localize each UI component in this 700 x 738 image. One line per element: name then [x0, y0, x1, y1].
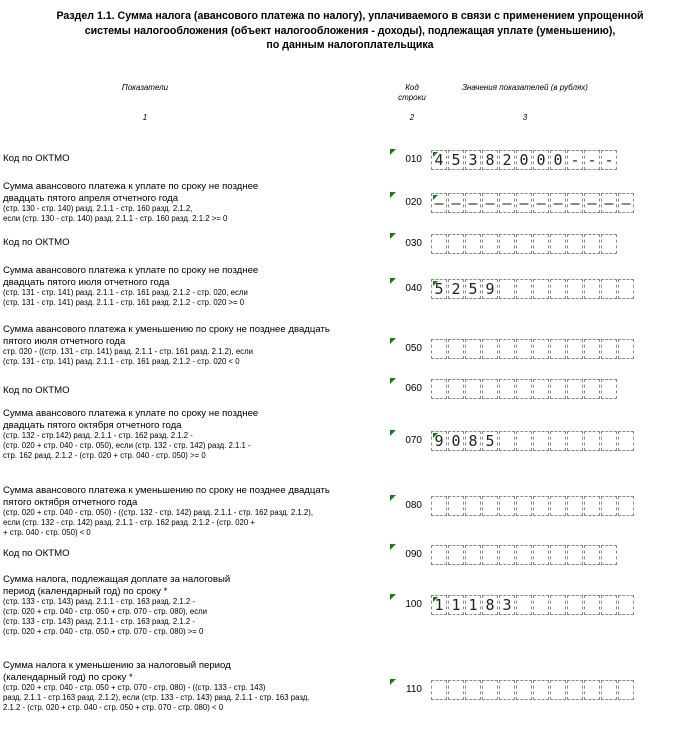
value-cell[interactable] — [516, 379, 532, 399]
value-cell[interactable]: – — [550, 193, 566, 213]
value-cell[interactable] — [601, 496, 617, 516]
value-cell[interactable] — [550, 545, 566, 565]
value-cell[interactable] — [601, 339, 617, 359]
value-cell[interactable] — [431, 496, 447, 516]
row-code: 030 — [405, 238, 422, 249]
value-cell[interactable] — [601, 379, 617, 399]
value-cell[interactable] — [431, 545, 447, 565]
value-cell[interactable]: – — [584, 193, 600, 213]
row-title: двадцать пятого апреля отчетного года — [3, 192, 179, 204]
header-code-line1: Код — [405, 83, 419, 92]
value-cell[interactable] — [533, 431, 549, 451]
value-cell[interactable] — [618, 595, 634, 615]
value-cell[interactable] — [567, 431, 583, 451]
row-title: Сумма авансового платежа к уменьшению по сроку не позднее двадцать — [3, 324, 330, 335]
row-code: 060 — [405, 383, 422, 394]
row-formula: (стр. 131 - стр. 141) разд. 2.1.1 - стр. 161 разд. 2.1.2 - стр. 020, если — [3, 288, 248, 297]
value-cell[interactable] — [533, 234, 549, 254]
value-cell[interactable]: 3 — [499, 595, 515, 615]
row-marker-icon — [390, 278, 396, 284]
value-cell[interactable] — [567, 234, 583, 254]
row-marker-icon — [390, 430, 396, 436]
row-title: Сумма налога к уменьшению за налоговый период — [3, 660, 231, 671]
value-cell[interactable] — [465, 379, 481, 399]
value-cell[interactable] — [448, 680, 464, 700]
value-cell[interactable] — [533, 379, 549, 399]
value-cell[interactable] — [601, 431, 617, 451]
value-cell[interactable] — [516, 234, 532, 254]
value-cell[interactable] — [431, 234, 447, 254]
value-cell[interactable] — [465, 496, 481, 516]
value-cells — [431, 431, 635, 451]
row-formula: (стр. 020 + стр. 040 - стр. 050 + стр. 070 - стр. 080) >= 0 — [3, 627, 204, 636]
header-col-3: 3 — [522, 113, 528, 122]
value-cell[interactable] — [567, 496, 583, 516]
value-cells — [431, 150, 618, 170]
value-cell[interactable] — [584, 279, 600, 299]
value-cell[interactable] — [431, 680, 447, 700]
value-cell[interactable] — [499, 379, 515, 399]
value-cell[interactable] — [465, 234, 481, 254]
row-label — [3, 153, 388, 165]
value-cell[interactable]: – — [567, 193, 583, 213]
row-code: 100 — [405, 599, 422, 610]
value-cell[interactable]: – — [482, 193, 498, 213]
row-label — [3, 660, 388, 713]
value-cell[interactable] — [448, 339, 464, 359]
value-cell[interactable] — [448, 234, 464, 254]
value-cell[interactable] — [618, 339, 634, 359]
row-title: Код по ОКТМО — [3, 548, 70, 559]
value-cell[interactable] — [584, 234, 600, 254]
value-cell[interactable] — [618, 279, 634, 299]
row-code: 050 — [405, 343, 422, 354]
row-formula: (стр. 132 - стр.142) разд. 2.1.1 - стр. 162 разд. 2.1.2 - — [3, 431, 193, 440]
row-formula: разд. 2.1.1 - стр.163 разд. 2.1.2), если (стр. 133 - стр. 143) разд. 2.1.1 - стр. 163 разд. — [3, 693, 310, 702]
value-cell[interactable] — [601, 279, 617, 299]
header-code-line2: строки — [398, 93, 426, 102]
row-formula: (стр. 020 + стр. 040 - стр. 050) - ((стр. 132 - стр. 142) разд. 2.1.1 - стр. 162 разд. 2.1.2), — [3, 508, 313, 517]
value-cell[interactable]: 0 — [533, 150, 549, 170]
value-cells — [431, 279, 635, 299]
value-cell[interactable] — [601, 234, 617, 254]
value-cell[interactable] — [567, 680, 583, 700]
value-cell[interactable] — [567, 379, 583, 399]
row-marker-icon — [390, 233, 396, 239]
value-cell[interactable]: 9 — [431, 431, 447, 451]
value-cell[interactable]: 8 — [465, 431, 481, 451]
row-title: Сумма налога, подлежащая доплате за налоговый — [3, 574, 231, 585]
value-cell[interactable] — [465, 680, 481, 700]
value-cell[interactable] — [482, 496, 498, 516]
row-formula: если (стр. 132 - стр. 142) разд. 2.1.1 - стр. 162 разд. 2.1.2 - (стр. 020 + — [3, 518, 255, 527]
value-cell[interactable]: 5 — [465, 279, 481, 299]
value-cell[interactable] — [601, 595, 617, 615]
value-cell[interactable]: – — [448, 193, 464, 213]
value-cell[interactable] — [482, 680, 498, 700]
value-cell[interactable]: – — [533, 193, 549, 213]
value-cell[interactable] — [533, 680, 549, 700]
value-cell[interactable] — [516, 496, 532, 516]
value-cell[interactable] — [567, 545, 583, 565]
value-cell[interactable] — [482, 234, 498, 254]
row-formula: стр. 162 разд. 2.1.2 - (стр. 020 + стр. 040 - стр. 050) >= 0 — [3, 451, 206, 460]
row-formula: (стр. 020 + стр. 040 - стр. 050 + стр. 070 - стр. 080), если — [3, 607, 208, 616]
value-cells — [431, 193, 635, 213]
value-cell[interactable] — [516, 279, 532, 299]
value-cells — [431, 379, 618, 399]
value-cells — [431, 595, 635, 615]
value-cell[interactable] — [431, 339, 447, 359]
row-title: пятого октября отчетного года — [3, 496, 138, 508]
value-cell[interactable]: 5 — [431, 279, 447, 299]
value-cell[interactable] — [567, 339, 583, 359]
value-cell[interactable] — [516, 545, 532, 565]
row-formula: + стр. 040 - стр. 050) < 0 — [3, 528, 91, 537]
row-code: 020 — [405, 197, 422, 208]
value-cell[interactable] — [533, 595, 549, 615]
value-cell[interactable] — [584, 545, 600, 565]
value-cell[interactable] — [550, 496, 566, 516]
value-cell[interactable] — [601, 545, 617, 565]
value-cell[interactable] — [431, 379, 447, 399]
header-col-1: 1 — [142, 113, 148, 122]
value-cell[interactable] — [448, 496, 464, 516]
value-cell[interactable] — [533, 339, 549, 359]
value-cell[interactable] — [584, 680, 600, 700]
value-cell[interactable]: 5 — [448, 150, 464, 170]
header-indicators: Показатели — [121, 83, 169, 92]
value-cell[interactable] — [533, 279, 549, 299]
value-cell[interactable] — [550, 279, 566, 299]
value-cell[interactable] — [499, 234, 515, 254]
value-cell[interactable]: 8 — [482, 595, 498, 615]
value-cell[interactable]: 0 — [448, 431, 464, 451]
value-cell[interactable] — [448, 379, 464, 399]
value-cell[interactable]: - — [567, 150, 583, 170]
row-code: 040 — [405, 283, 422, 294]
value-cell[interactable] — [533, 496, 549, 516]
section-title — [0, 9, 700, 53]
row-title: Код по ОКТМО — [3, 237, 70, 248]
value-cell[interactable]: 0 — [516, 150, 532, 170]
value-cell[interactable] — [482, 339, 498, 359]
value-cell[interactable] — [550, 234, 566, 254]
value-cell[interactable]: 9 — [482, 279, 498, 299]
header-col-2: 2 — [409, 113, 415, 122]
row-title: Сумма авансового платежа к уплате по сроку не позднее — [3, 265, 259, 276]
row-title: пятого июля отчетного года — [3, 335, 126, 347]
value-cell[interactable] — [499, 680, 515, 700]
value-cells — [431, 680, 635, 700]
value-cell[interactable]: - — [584, 150, 600, 170]
value-cell[interactable] — [567, 279, 583, 299]
value-cell[interactable] — [584, 431, 600, 451]
value-cell[interactable] — [465, 545, 481, 565]
value-cell[interactable] — [499, 431, 515, 451]
title-line-3: по данным налогоплательщика — [266, 39, 434, 51]
value-cell[interactable]: – — [618, 193, 634, 213]
row-title: двадцать пятого июля отчетного года — [3, 276, 170, 288]
row-formula: (стр. 131 - стр. 141) разд. 2.1.1 - стр. 161 разд. 2.1.2 - стр. 020 < 0 — [3, 357, 240, 366]
value-cells — [431, 234, 618, 254]
row-marker-icon — [390, 495, 396, 501]
value-cell[interactable] — [499, 339, 515, 359]
row-label — [3, 181, 388, 224]
title-line-2: системы налогообложения (объект налогообложения - доходы), подлежащая уплате (уменьшению), — [84, 24, 616, 37]
row-label — [3, 385, 388, 397]
value-cell[interactable]: - — [601, 150, 617, 170]
value-cell[interactable] — [618, 496, 634, 516]
value-cell[interactable]: 4 — [431, 150, 447, 170]
row-formula: (стр. 130 - стр. 140) разд. 2.1.1 - стр. 160 разд. 2.1.2, — [3, 204, 193, 213]
value-cell[interactable]: 2 — [448, 279, 464, 299]
value-cell[interactable] — [584, 379, 600, 399]
header-values: Значения показателей (в рублях) — [462, 83, 588, 92]
row-marker-icon — [390, 679, 396, 685]
value-cell[interactable] — [550, 339, 566, 359]
row-marker-icon — [390, 594, 396, 600]
value-cell[interactable]: – — [516, 193, 532, 213]
value-cell[interactable] — [584, 595, 600, 615]
value-cell[interactable]: 3 — [465, 150, 481, 170]
value-cell[interactable] — [482, 379, 498, 399]
row-label — [3, 324, 388, 367]
value-cell[interactable]: 5 — [482, 431, 498, 451]
value-cell[interactable]: 8 — [482, 150, 498, 170]
row-title: Сумма авансового платежа к уплате по сроку не позднее — [3, 181, 259, 192]
value-cell[interactable] — [618, 431, 634, 451]
row-marker-icon — [390, 378, 396, 384]
value-cell[interactable] — [533, 545, 549, 565]
value-cell[interactable] — [499, 545, 515, 565]
value-cell[interactable] — [516, 339, 532, 359]
row-marker-icon — [390, 338, 396, 344]
row-label — [3, 237, 388, 249]
value-cell[interactable] — [550, 379, 566, 399]
row-formula: если (стр. 130 - стр. 140) разд. 2.1.1 - стр. 160 разд. 2.1.2 >= 0 — [3, 214, 228, 223]
row-code: 080 — [405, 500, 422, 511]
value-cell[interactable] — [516, 595, 532, 615]
row-title: Сумма авансового платежа к уплате по сроку не позднее — [3, 408, 259, 419]
value-cell[interactable]: – — [601, 193, 617, 213]
row-title: (календарный год) по сроку * — [3, 671, 133, 683]
value-cell[interactable]: 0 — [550, 150, 566, 170]
value-cell[interactable]: 1 — [465, 595, 481, 615]
value-cell[interactable] — [618, 680, 634, 700]
row-label — [3, 408, 388, 461]
value-cell[interactable] — [550, 431, 566, 451]
row-label — [3, 485, 388, 538]
row-code: 070 — [405, 435, 422, 446]
value-cell[interactable] — [550, 595, 566, 615]
value-cell[interactable] — [567, 595, 583, 615]
value-cell[interactable] — [499, 279, 515, 299]
row-formula: (стр. 020 + стр. 040 - стр. 050 + стр. 070 - стр. 080) - ((стр. 133 - стр. 143) — [3, 683, 266, 692]
row-marker-icon — [390, 544, 396, 550]
row-code: 110 — [406, 684, 422, 695]
row-formula: стр. 020 - ((стр. 131 - стр. 141) разд. 2.1.1 - стр. 161 разд. 2.1.2), если — [3, 347, 253, 356]
row-label — [3, 574, 388, 637]
row-formula: (стр. 133 - стр. 143) разд. 2.1.1 - стр. 163 разд. 2.1.2 - — [3, 597, 196, 606]
value-cell[interactable]: 2 — [499, 150, 515, 170]
value-cell[interactable] — [448, 545, 464, 565]
value-cell[interactable] — [516, 431, 532, 451]
row-title: двадцать пятого октября отчетного года — [3, 419, 182, 431]
row-code: 010 — [405, 154, 422, 165]
value-cell[interactable] — [601, 680, 617, 700]
title-line-1: Раздел 1.1. Сумма налога (авансового платежа по налогу), уплачиваемого в связи с применением упрощенной — [56, 10, 644, 22]
row-formula: (стр. 020 + стр. 040 - стр. 050), если (стр. 132 - стр. 142) разд. 2.1.1 - — [3, 441, 251, 450]
value-cells — [431, 496, 635, 516]
row-label — [3, 265, 388, 308]
value-cell[interactable] — [482, 545, 498, 565]
row-code: 090 — [405, 549, 422, 560]
value-cell[interactable] — [499, 496, 515, 516]
value-cell[interactable]: 1 — [431, 595, 447, 615]
row-marker-icon — [390, 149, 396, 155]
value-cell[interactable]: 1 — [448, 595, 464, 615]
row-title: Код по ОКТМО — [3, 385, 70, 396]
value-cells — [431, 545, 618, 565]
row-label — [3, 548, 388, 560]
value-cell[interactable] — [516, 680, 532, 700]
value-cell[interactable] — [584, 496, 600, 516]
row-marker-icon — [390, 192, 396, 198]
value-cell[interactable] — [584, 339, 600, 359]
row-title: период (календарный год) по сроку * — [3, 585, 168, 597]
header-code — [392, 83, 432, 103]
value-cells — [431, 339, 635, 359]
row-formula: (стр. 133 - стр. 143) разд. 2.1.1 - стр. 163 разд. 2.1.2 - — [3, 617, 196, 626]
value-cell[interactable]: – — [499, 193, 515, 213]
row-formula: 2.1.2 - (стр. 020 + стр. 040 - стр. 050 + стр. 070 - стр. 080) < 0 — [3, 703, 224, 712]
value-cell[interactable]: – — [465, 193, 481, 213]
value-cell[interactable] — [465, 339, 481, 359]
row-title: Сумма авансового платежа к уменьшению по сроку не позднее двадцать — [3, 485, 330, 496]
value-cell[interactable] — [550, 680, 566, 700]
value-cell[interactable]: – — [431, 193, 447, 213]
row-title: Код по ОКТМО — [3, 153, 70, 164]
row-formula: (стр. 131 - стр. 141) разд. 2.1.1 - стр. 161 разд. 2.1.2 - стр. 020 >= 0 — [3, 298, 245, 307]
